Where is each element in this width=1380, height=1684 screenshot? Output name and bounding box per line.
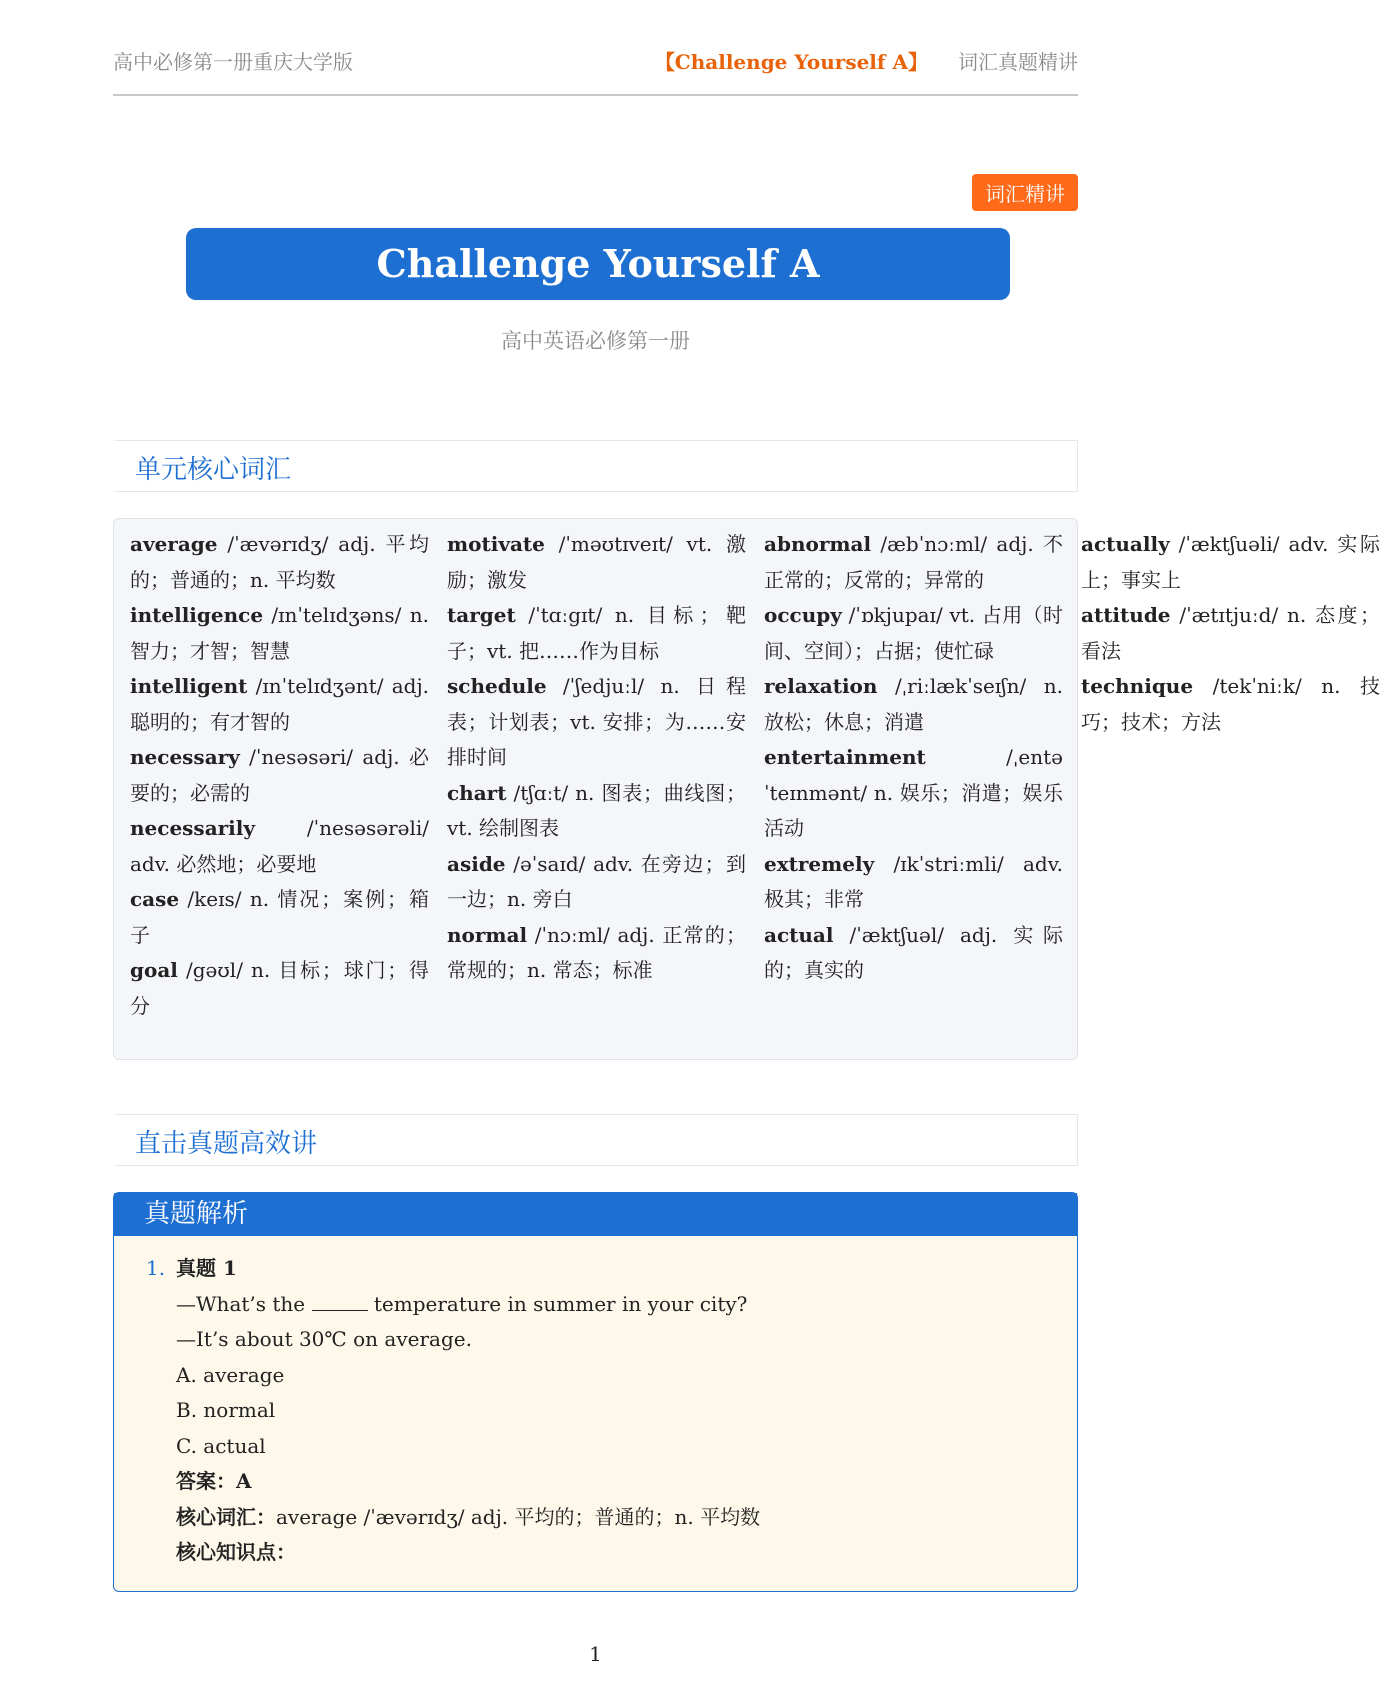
vocab-definition: /ˈævərɪdʒ/ adj. 平均的；普通的；n. 平均数 — [130, 532, 429, 592]
section-title: 单元核心词汇 — [135, 455, 292, 485]
page-number: 1 — [589, 1642, 602, 1666]
vocab-entry — [447, 669, 746, 776]
vocab-word: occupy — [764, 603, 842, 627]
vocab-word: goal — [130, 958, 178, 982]
vocab-entry — [1081, 669, 1380, 740]
vocab-word: actual — [764, 922, 834, 947]
vocab-word: attitude — [1081, 603, 1171, 627]
vocab-definition: /ˌentəˈteɪnmənt/ n. 娱乐；消遣；娱乐活动 — [764, 745, 1063, 840]
vocab-entry — [130, 740, 429, 811]
vocab-word: motivate — [447, 532, 545, 556]
vocab-word: extremely — [764, 851, 875, 876]
vocab-entry — [447, 598, 746, 669]
unit-tag: 【Challenge Yourself A】 — [654, 50, 928, 74]
vocab-entry — [130, 527, 429, 598]
question-box-title: 真题解析 — [114, 1193, 1077, 1236]
vocab-entry — [764, 527, 1063, 598]
vocab-word: target — [447, 603, 516, 627]
book-title: 高中必修第一册重庆大学版 — [113, 50, 353, 74]
vocab-entry — [764, 847, 1063, 918]
section-exam-heading — [113, 1114, 1078, 1166]
vocab-entry — [130, 598, 429, 669]
vocab-entry — [447, 776, 746, 847]
vocab-definition: /ˈætɪtjuːd/ n. 态度；看法 — [1081, 603, 1380, 663]
vocab-word: actually — [1081, 532, 1170, 556]
option-b: B. normal — [176, 1398, 276, 1422]
header-right — [655, 46, 1078, 75]
vocab-definition: /ˈʃedjuːl/ n. 日程表；计划表；vt. 安排；为……安排时间 — [447, 674, 746, 769]
question-reply: —It’s about 30℃ on average. — [176, 1327, 472, 1351]
answer-blank — [312, 1292, 368, 1311]
vocab-definition: /tʃɑːt/ n. 图表；曲线图；vt. 绘制图表 — [447, 780, 746, 840]
vocab-entry — [447, 527, 746, 598]
vocab-word: case — [130, 887, 180, 911]
answer-line: 答案：A — [176, 1469, 252, 1493]
vocab-definition: /ɪnˈtelɪdʒənt/ adj. 聪明的；有才智的 — [130, 674, 429, 734]
option-a: A. average — [176, 1362, 285, 1387]
question-number: 1. — [146, 1256, 166, 1280]
option-c: C. actual — [176, 1433, 266, 1458]
page-header — [113, 46, 1078, 96]
vocab-entry — [1081, 527, 1380, 598]
vocab-entry — [130, 669, 429, 740]
vocab-entry — [130, 811, 429, 882]
section-title: 直击真题高效讲 — [135, 1129, 318, 1159]
vocab-word: necessarily — [130, 816, 255, 840]
vocab-definition: /ˈnɔːml/ adj. 正常的；常规的；n. 常态；标准 — [447, 922, 746, 982]
vocab-definition: /ˈtɑːgɪt/ n. 目标；靶子；vt. 把……作为目标 — [447, 603, 746, 663]
question-stem: —What’s the temperature in summer in your city? — [176, 1291, 748, 1316]
vocab-definition: /æbˈnɔːml/ adj. 不正常的；反常的；异常的 — [764, 532, 1063, 592]
book-subtitle: 高中英语必修第一册 — [501, 329, 690, 353]
vocab-word: intelligence — [130, 603, 264, 627]
vocab-entry — [130, 953, 429, 1024]
vocab-word: intelligent — [130, 674, 248, 698]
vocab-word: aside — [447, 851, 506, 876]
vocab-word: average — [130, 532, 218, 556]
vocab-definition: /ˈæktʃuəli/ adv. 实际上；事实上 — [1081, 532, 1380, 592]
vocab-entry — [1081, 598, 1380, 669]
vocab-word: technique — [1081, 674, 1194, 698]
vocab-entry — [447, 918, 746, 989]
vocab-word: schedule — [447, 674, 547, 698]
vocab-definition: /ˈməʊtɪveɪt/ vt. 激励；激发 — [447, 532, 746, 592]
vocab-word: entertainment — [764, 745, 926, 769]
vocab-definition: /əˈsaɪd/ adv. 在旁边；到一边；n. 旁白 — [447, 851, 746, 911]
vocab-entry — [764, 669, 1063, 740]
answer-value: A — [236, 1469, 252, 1493]
unit-title-banner: Challenge Yourself A — [186, 228, 1010, 300]
vocab-entry — [447, 847, 746, 918]
vocab-definition: /ɪnˈtelɪdʒəns/ n. 智力；才智；智慧 — [130, 603, 429, 663]
question-body — [146, 1251, 1057, 1571]
vocab-entry — [764, 740, 1063, 847]
vocab-definition: /ˈnesəsərəli/ adv. 必然地；必要地 — [130, 816, 429, 876]
vocab-definition: /ɪkˈstriːmli/ adv. 极其；非常 — [764, 851, 1063, 911]
vocab-word: necessary — [130, 745, 240, 769]
vocab-definition: /ˌriːlækˈseɪʃn/ n. 放松；休息；消遣 — [764, 674, 1063, 734]
vocab-definition: /tekˈniːk/ n. 技巧；技术；方法 — [1081, 674, 1380, 734]
section-core-vocab-heading — [113, 440, 1078, 492]
vocab-definition: /ˈæktʃuəl/ adj. 实际的；真实的 — [764, 922, 1063, 982]
vocab-word: chart — [447, 780, 507, 805]
vocab-columns — [130, 527, 1380, 1051]
vocab-word: normal — [447, 922, 528, 947]
question-analysis-box — [113, 1192, 1078, 1592]
vocab-definition: /ˈnesəsəri/ adj. 必要的；必需的 — [130, 745, 429, 805]
category-badge: 词汇精讲 — [972, 174, 1078, 211]
vocab-word: relaxation — [764, 674, 878, 698]
vocab-definition: /ˈɒkjupaɪ/ vt. 占用（时间、空间）；占据；使忙碌 — [764, 603, 1063, 663]
question-label: 真题 1 — [176, 1256, 237, 1280]
vocab-definition: /gəʊl/ n. 目标；球门；得分 — [130, 958, 429, 1018]
vocab-definition: /keɪs/ n. 情况；案例；箱子 — [130, 887, 429, 947]
core-vocab-line: 核心词汇：average /ˈævərɪdʒ/ adj. 平均的；普通的；n. 平均数 — [176, 1504, 761, 1529]
vocab-entry — [764, 918, 1063, 989]
header-section-label: 词汇真题精讲 — [958, 50, 1078, 74]
vocab-list-box — [113, 518, 1380, 1060]
vocab-entry — [130, 882, 429, 953]
core-knowledge-label: 核心知识点： — [176, 1540, 296, 1564]
vocab-word: abnormal — [764, 532, 872, 556]
vocab-entry — [764, 598, 1063, 669]
